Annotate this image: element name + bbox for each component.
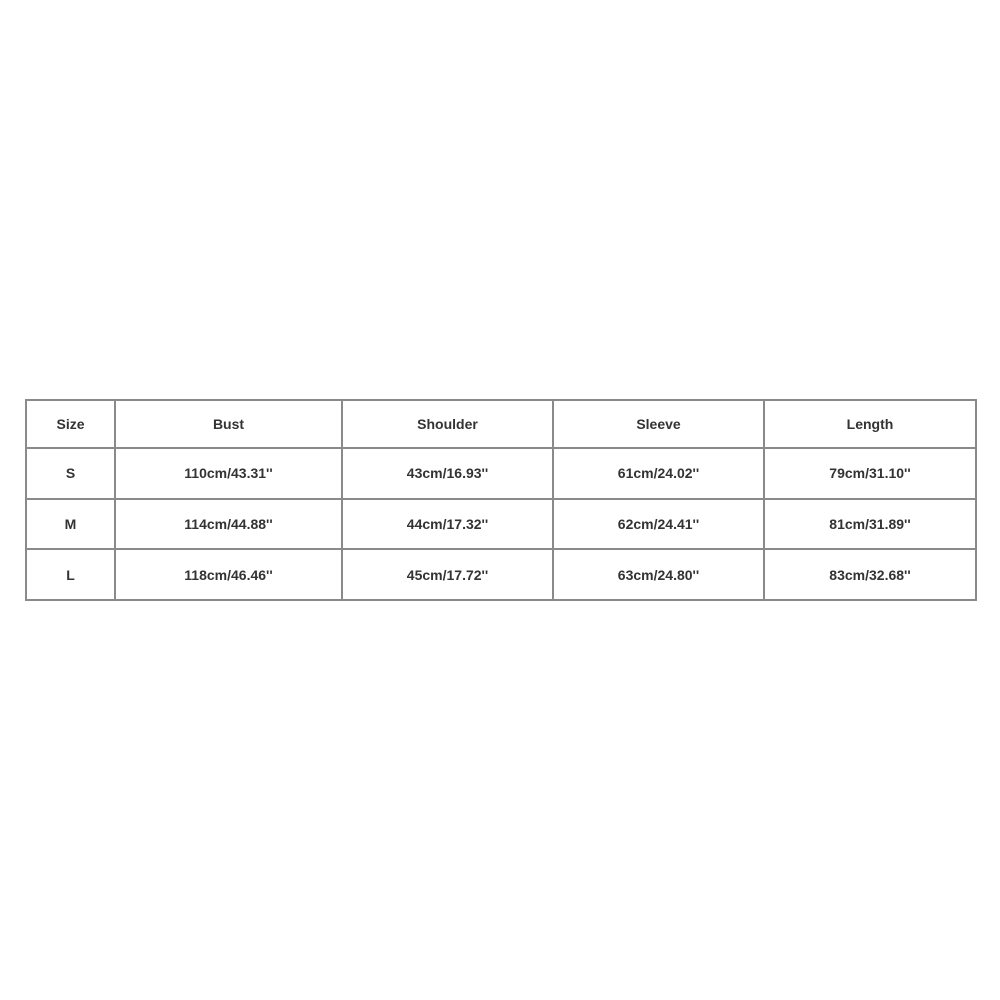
header-bust: Bust [115,400,342,448]
cell-length: 79cm/31.10'' [764,448,976,499]
table-row [26,499,976,550]
cell-bust: 118cm/46.46'' [115,549,342,600]
cell-size: L [26,549,115,600]
cell-size: S [26,448,115,499]
cell-size: M [26,499,115,550]
size-chart-table [25,399,977,601]
header-sleeve: Sleeve [553,400,764,448]
table-row [26,549,976,600]
cell-length: 83cm/32.68'' [764,549,976,600]
cell-sleeve: 63cm/24.80'' [553,549,764,600]
cell-length: 81cm/31.89'' [764,499,976,550]
header-size: Size [26,400,115,448]
table-header-row [26,400,976,448]
cell-sleeve: 61cm/24.02'' [553,448,764,499]
cell-sleeve: 62cm/24.41'' [553,499,764,550]
header-length: Length [764,400,976,448]
table-row [26,448,976,499]
cell-shoulder: 45cm/17.72'' [342,549,553,600]
cell-shoulder: 44cm/17.32'' [342,499,553,550]
cell-bust: 110cm/43.31'' [115,448,342,499]
cell-shoulder: 43cm/16.93'' [342,448,553,499]
header-shoulder: Shoulder [342,400,553,448]
cell-bust: 114cm/44.88'' [115,499,342,550]
